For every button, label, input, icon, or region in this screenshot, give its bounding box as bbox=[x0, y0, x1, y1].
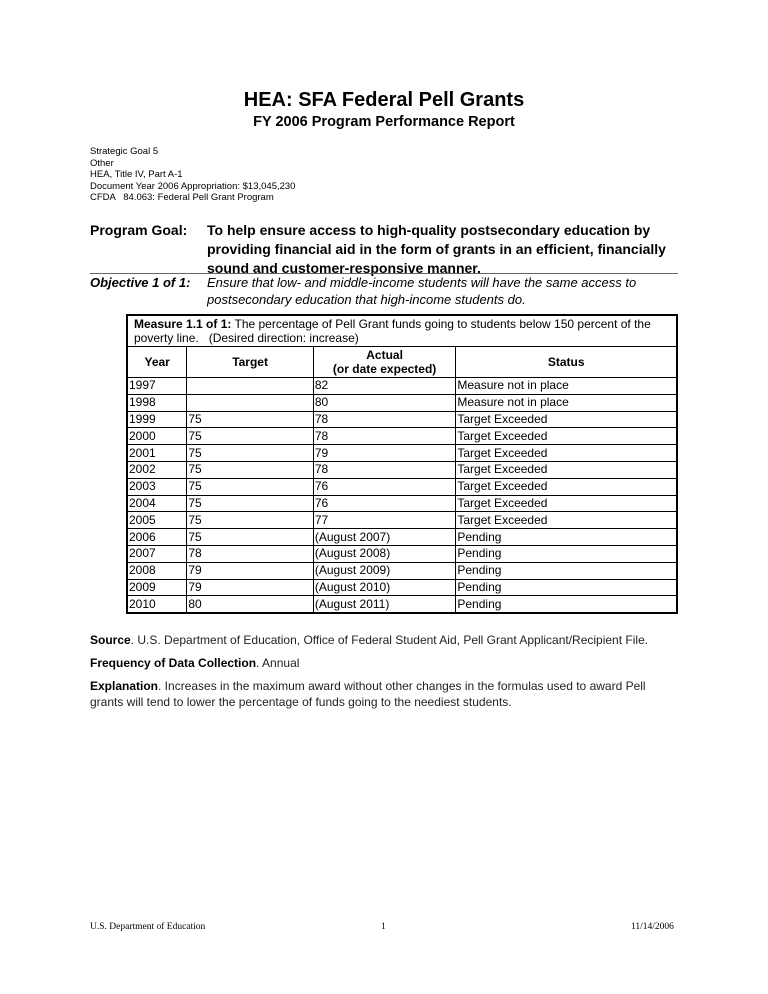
cell-year: 2008 bbox=[127, 562, 187, 579]
cell-target: 75 bbox=[187, 529, 314, 546]
cell-actual: (August 2007) bbox=[313, 529, 456, 546]
meta-category: Other bbox=[90, 157, 114, 169]
footer-page-number: 1 bbox=[381, 922, 386, 932]
table-row bbox=[127, 545, 677, 562]
cell-actual: (August 2008) bbox=[313, 545, 456, 562]
column-header-actual bbox=[313, 347, 456, 378]
table-row bbox=[127, 529, 677, 546]
explanation-note bbox=[90, 678, 680, 710]
cell-year: 1997 bbox=[127, 378, 187, 395]
cell-target: 75 bbox=[187, 461, 314, 478]
measure-rows bbox=[127, 378, 677, 614]
cell-actual: 80 bbox=[313, 394, 456, 411]
cell-year: 2010 bbox=[127, 596, 187, 613]
cell-target: 75 bbox=[187, 411, 314, 428]
cell-status: Target Exceeded bbox=[456, 461, 677, 478]
table-row bbox=[127, 512, 677, 529]
cell-status: Target Exceeded bbox=[456, 495, 677, 512]
page-title: HEA: SFA Federal Pell Grants bbox=[243, 89, 525, 111]
column-header-status: Status bbox=[456, 347, 677, 378]
table-row bbox=[127, 411, 677, 428]
cell-year: 2005 bbox=[127, 512, 187, 529]
cell-year: 2007 bbox=[127, 545, 187, 562]
cell-actual: (August 2011) bbox=[313, 596, 456, 613]
cell-status: Pending bbox=[456, 596, 677, 613]
source-text: . U.S. Department of Education, Office of Federal Student Aid, Pell Grant Applicant/Recipient File. bbox=[130, 633, 649, 647]
table-row bbox=[127, 428, 677, 445]
cell-target: 79 bbox=[187, 579, 314, 596]
table-row bbox=[127, 445, 677, 462]
footer-left: U.S. Department of Education bbox=[90, 922, 206, 932]
cell-status: Target Exceeded bbox=[456, 411, 677, 428]
cell-actual: 77 bbox=[313, 512, 456, 529]
cell-year: 2000 bbox=[127, 428, 187, 445]
cell-status: Pending bbox=[456, 562, 677, 579]
cell-year: 2003 bbox=[127, 478, 187, 495]
cell-year: 2004 bbox=[127, 495, 187, 512]
cell-actual: 76 bbox=[313, 478, 456, 495]
cell-actual: 76 bbox=[313, 495, 456, 512]
table-row bbox=[127, 579, 677, 596]
column-header-year: Year bbox=[127, 347, 187, 378]
cell-actual: 79 bbox=[313, 445, 456, 462]
cell-year: 2002 bbox=[127, 461, 187, 478]
objective bbox=[90, 274, 678, 308]
measure-table bbox=[126, 314, 678, 614]
cell-target: 75 bbox=[187, 478, 314, 495]
table-row bbox=[127, 478, 677, 495]
cell-target: 80 bbox=[187, 596, 314, 613]
table-row bbox=[127, 495, 677, 512]
cell-year: 1998 bbox=[127, 394, 187, 411]
column-header-target: Target bbox=[187, 347, 314, 378]
meta-block bbox=[90, 146, 295, 204]
table-row bbox=[127, 562, 677, 579]
cell-target: 75 bbox=[187, 428, 314, 445]
cell-actual: 78 bbox=[313, 461, 456, 478]
page-subtitle: FY 2006 Program Performance Report bbox=[253, 114, 515, 130]
cell-year: 2006 bbox=[127, 529, 187, 546]
cell-status: Target Exceeded bbox=[456, 512, 677, 529]
cell-status: Target Exceeded bbox=[456, 445, 677, 462]
program-goal-label: Program Goal: bbox=[90, 222, 188, 238]
table-row bbox=[127, 378, 677, 395]
cell-status: Pending bbox=[456, 529, 677, 546]
table-row bbox=[127, 461, 677, 478]
program-goal bbox=[90, 221, 678, 278]
cell-status: Measure not in place bbox=[456, 378, 677, 395]
footer-date: 11/14/2006 bbox=[631, 922, 674, 932]
program-goal-text: To help ensure access to high-quality postsecondary education by providing financial aid in the form of grants in an efficient, financially sound and customer-responsive manner. bbox=[207, 222, 666, 276]
explanation-text: . Increases in the maximum award without other changes in the formulas used to award Pell grants will tend to lower the percentage of funds going to the neediest students. bbox=[90, 679, 646, 709]
cell-year: 1999 bbox=[127, 411, 187, 428]
cell-status: Pending bbox=[456, 579, 677, 596]
cell-target bbox=[187, 394, 314, 411]
cell-actual: 78 bbox=[313, 411, 456, 428]
measure-header bbox=[127, 315, 677, 347]
source-label: Source bbox=[90, 633, 131, 647]
frequency-text: . Annual bbox=[256, 656, 300, 670]
measure-text: The percentage of Pell Grant funds going to students below 150 percent of the poverty line. (Desired direction: increase) bbox=[134, 317, 655, 345]
objective-label: Objective 1 of 1: bbox=[90, 275, 191, 290]
meta-appropriation: Document Year 2006 Appropriation: $13,045,230 bbox=[90, 180, 296, 192]
frequency-note bbox=[90, 655, 690, 671]
cell-status: Target Exceeded bbox=[456, 478, 677, 495]
column-header-row bbox=[127, 347, 677, 378]
cell-status: Pending bbox=[456, 545, 677, 562]
meta-strategic-goal: Strategic Goal 5 bbox=[90, 146, 159, 157]
column-header-actual-line2: (or date expected) bbox=[332, 362, 437, 376]
cell-actual: (August 2009) bbox=[313, 562, 456, 579]
cell-actual: (August 2010) bbox=[313, 579, 456, 596]
cell-year: 2001 bbox=[127, 445, 187, 462]
cell-target: 75 bbox=[187, 495, 314, 512]
explanation-label: Explanation bbox=[90, 679, 159, 693]
cell-status: Target Exceeded bbox=[456, 428, 677, 445]
table-row bbox=[127, 596, 677, 613]
cell-status: Measure not in place bbox=[456, 394, 677, 411]
objective-text: Ensure that low- and middle-income students will have the same access to postsecondary education that high-income students do. bbox=[207, 275, 637, 307]
cell-target: 75 bbox=[187, 512, 314, 529]
source-note bbox=[90, 632, 690, 648]
cell-actual: 78 bbox=[313, 428, 456, 445]
cell-target: 78 bbox=[187, 545, 314, 562]
cell-target: 79 bbox=[187, 562, 314, 579]
column-header-actual-line1: Actual bbox=[366, 348, 403, 362]
meta-authority: HEA, Title IV, Part A-1 bbox=[90, 169, 183, 181]
meta-cfda: CFDA 84.063: Federal Pell Grant Program bbox=[90, 192, 274, 204]
measure-label: Measure 1.1 of 1: bbox=[134, 317, 232, 331]
table-row bbox=[127, 394, 677, 411]
cell-actual: 82 bbox=[313, 378, 456, 395]
cell-target: 75 bbox=[187, 445, 314, 462]
cell-year: 2009 bbox=[127, 579, 187, 596]
cell-target bbox=[187, 378, 314, 395]
frequency-label: Frequency of Data Collection bbox=[90, 656, 257, 670]
